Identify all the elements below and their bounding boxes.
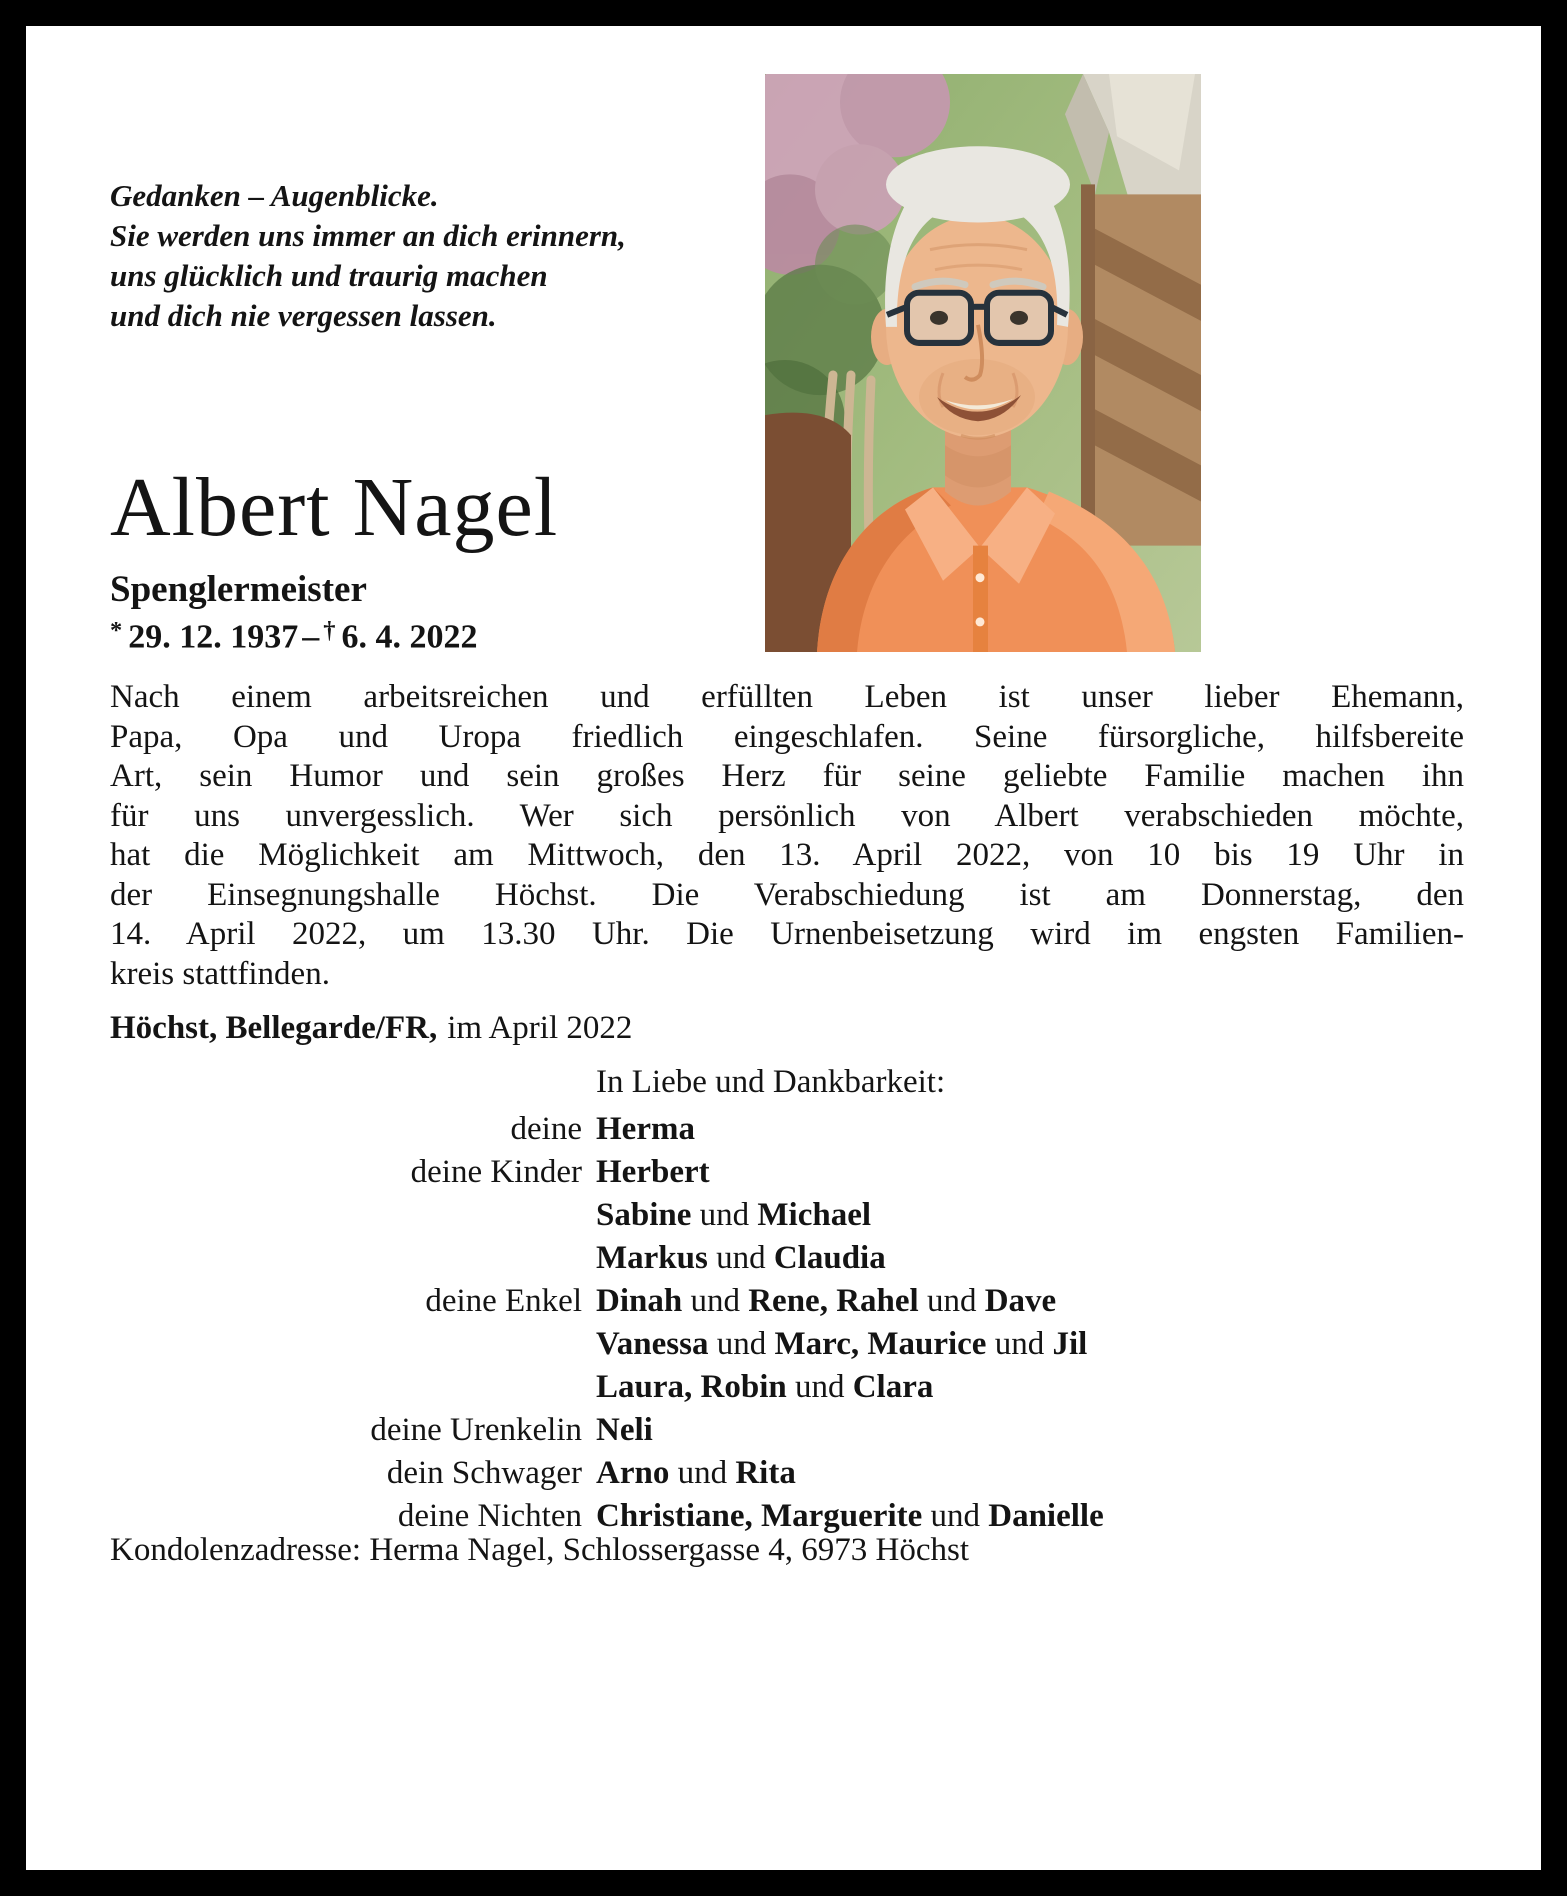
obituary-line: Art, sein Humor und sein großes Herz für seine geliebte Familie machen ihn xyxy=(110,758,1464,794)
mourner-row xyxy=(26,1108,1541,1151)
mourners-list xyxy=(26,1108,1541,1538)
epigraph-line: Gedanken – Augenblicke. xyxy=(110,178,439,213)
place-names: Höchst, Bellegarde/FR, xyxy=(110,1010,438,1046)
obituary-line: der Einsegnungshalle Höchst. Die Verabschiedung ist am Donnerstag, den xyxy=(110,876,1464,913)
mourner-row xyxy=(26,1409,1541,1452)
mourner-relation-label: deine xyxy=(510,1111,582,1147)
epigraph-line: und dich nie vergessen lassen. xyxy=(110,298,497,333)
mourner-names: Neli xyxy=(596,1412,653,1448)
condolence-address: Kondolenzadresse: Herma Nagel, Schlossergasse 4, 6973 Höchst xyxy=(110,1532,970,1568)
mourner-relation-label xyxy=(26,1366,596,1409)
mourner-relation-label: deine Enkel xyxy=(425,1283,582,1319)
birth-symbol-icon: * xyxy=(110,617,123,644)
obituary-line: für uns unvergesslich. Wer sich persönlich von Albert verabschieden möchte, xyxy=(110,797,1464,834)
gratitude-heading: In Liebe und Dankbarkeit: xyxy=(596,1064,946,1100)
mourner-row xyxy=(26,1280,1541,1323)
death-symbol-icon: † xyxy=(323,617,336,644)
place-dateline xyxy=(110,1010,632,1047)
mourner-row xyxy=(26,1151,1541,1194)
mourner-names: Laura, Robin und Clara xyxy=(596,1369,934,1405)
obituary-sheet xyxy=(26,26,1541,1870)
mourner-relation-label: deine Nichten xyxy=(397,1498,582,1534)
mourner-names: Christiane, Marguerite und Danielle xyxy=(596,1498,1104,1534)
mourner-row xyxy=(26,1237,1541,1280)
mourner-row xyxy=(26,1452,1541,1495)
obituary-line: Nach einem arbeitsreichen und erfüllten Leben ist unser lieber Ehemann, xyxy=(110,679,1464,715)
portrait-photo xyxy=(765,74,1201,652)
header-block xyxy=(110,462,558,656)
birth-date: 29. 12. 1937 xyxy=(128,618,299,656)
epigraph-line: Sie werden uns immer an dich erinnern, xyxy=(110,218,626,253)
dates-separator: – xyxy=(302,618,320,656)
mourner-row xyxy=(26,1366,1541,1409)
dateline-month: im April 2022 xyxy=(447,1010,633,1046)
mourner-names: Markus und Claudia xyxy=(596,1240,886,1276)
mourner-row xyxy=(26,1194,1541,1237)
mourner-relation-label: dein Schwager xyxy=(386,1455,582,1491)
mourner-relation-label: deine Kinder xyxy=(410,1154,582,1190)
mourner-names: Herma xyxy=(596,1111,695,1147)
mourner-names: Arno und Rita xyxy=(596,1455,796,1491)
obituary-line: 14. April 2022, um 13.30 Uhr. Die Urnenbeisetzung wird im engsten Familien- xyxy=(110,916,1464,952)
death-date: 6. 4. 2022 xyxy=(341,618,478,656)
obituary-line: kreis stattfinden. xyxy=(110,955,330,992)
mourner-names: Herbert xyxy=(596,1154,710,1190)
obituary-text xyxy=(110,678,1464,994)
epigraph xyxy=(110,176,626,336)
mourner-names: Vanessa und Marc, Maurice und Jil xyxy=(596,1326,1088,1362)
mourner-relation-label xyxy=(26,1323,596,1366)
obituary-line: hat die Möglichkeit am Mittwoch, den 13. April 2022, von 10 bis 19 Uhr in xyxy=(110,837,1464,873)
mourner-names: Sabine und Michael xyxy=(596,1197,872,1233)
deceased-name: Albert Nagel xyxy=(110,461,559,554)
mourner-relation-label xyxy=(26,1237,596,1280)
mourner-relation-label xyxy=(26,1194,596,1237)
portrait-photo-illustration xyxy=(765,74,1201,652)
profession: Spenglermeister xyxy=(110,569,367,610)
mourner-row xyxy=(26,1323,1541,1366)
epigraph-line: uns glücklich und traurig machen xyxy=(110,258,548,293)
mourner-names: Dinah und Rene, Rahel und Dave xyxy=(596,1283,1057,1319)
life-dates xyxy=(110,617,558,656)
obituary-line: Papa, Opa und Uropa friedlich eingeschlafen. Seine fürsorgliche, hilfsbereite xyxy=(110,718,1464,755)
mourner-relation-label: deine Urenkelin xyxy=(370,1412,582,1448)
